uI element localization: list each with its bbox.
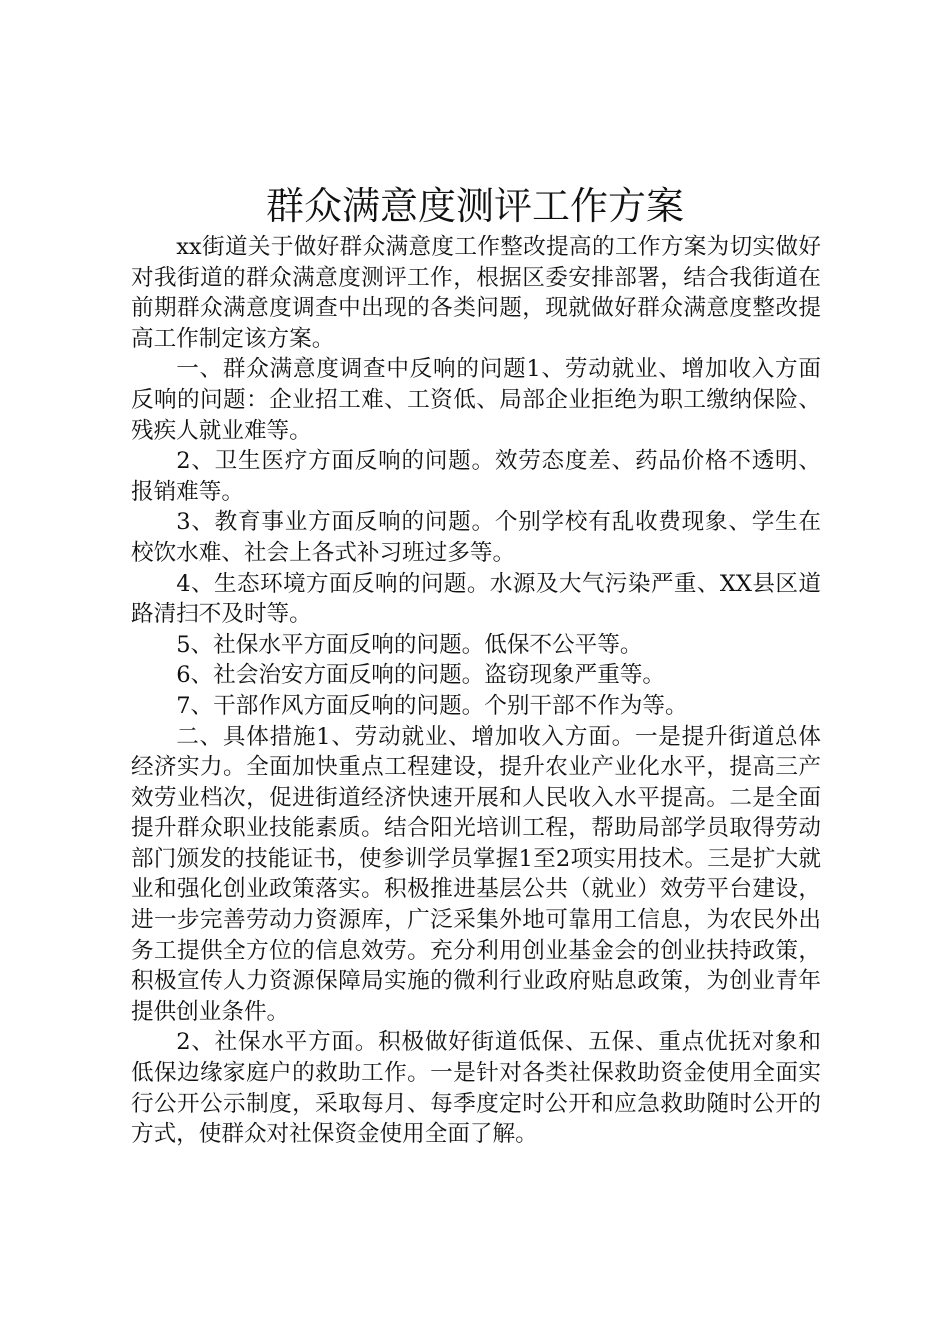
paragraph-problems-education: 3、教育事业方面反响的问题。个别学校有乱收费现象、学生在校饮水难、社会上各式补习班过多等。 bbox=[131, 509, 821, 566]
document-body bbox=[131, 232, 821, 1150]
paragraph-problems-cadre-conduct: 7、干部作风方面反响的问题。个别干部不作为等。 bbox=[176, 692, 688, 719]
paragraph-intro: xx街道关于做好群众满意度工作整改提高的工作方案为切实做好对我街道的群众满意度测评工作，根据区委安排部署，结合我街道在前期群众满意度调查中出现的各类问题，现就做好群众满意度整改提高工作制定该方案。 bbox=[131, 234, 821, 352]
paragraph-problems-employment: 一、群众满意度调查中反响的问题1、劳动就业、增加收入方面反响的问题：企业招工难、工资低、局部企业拒绝为职工缴纳保险、残疾人就业难等。 bbox=[131, 356, 821, 444]
paragraph-problems-social-security: 5、社保水平方面反响的问题。低保不公平等。 bbox=[176, 631, 643, 658]
paragraph-measures-social-security: 2、社保水平方面。积极做好街道低保、五保、重点优抚对象和低保边缘家庭户的救助工作。一是针对各类社保救助资金使用全面实行公开公示制度，采取每月、每季度定时公开和应急救助随时公开的方式，使群众对社保资金使用全面了解。 bbox=[131, 1029, 821, 1148]
paragraph-problems-medical: 2、卫生医疗方面反响的问题。效劳态度差、药品价格不透明、报销难等。 bbox=[131, 448, 821, 505]
paragraph-problems-public-order: 6、社会治安方面反响的问题。盗窃现象严重等。 bbox=[176, 662, 666, 689]
paragraph-problems-environment: 4、生态环境方面反响的问题。水源及大气污染严重、XX县区道路清扫不及时等。 bbox=[131, 570, 821, 628]
paragraph-measures-employment: 二、具体措施1、劳动就业、增加收入方面。一是提升街道总体经济实力。全面加快重点工程建设，提升农业产业化水平，提高三产效劳业档次，促进街道经济快速开展和人民收入水平提高。二是全面提升群众职业技能素质。结合阳光培训工程，帮助局部学员取得劳动部门颁发的技能证书，使参训学员掌握1至2项实用技术。三是扩大就业和强化创业政策落实。积极推进基层公共（就业）效劳平台建设，进一步完善劳动力资源库，广泛采集外地可靠用工信息，为农民外出务工提供全方位的信息效劳。充分利用创业基金会的创业扶持政策，积极宣传人力资源保障局实施的微利行业政府贴息政策，为创业青年提供创业条件。 bbox=[131, 723, 821, 1025]
document-title: 群众满意度测评工作方案 bbox=[265, 184, 684, 228]
